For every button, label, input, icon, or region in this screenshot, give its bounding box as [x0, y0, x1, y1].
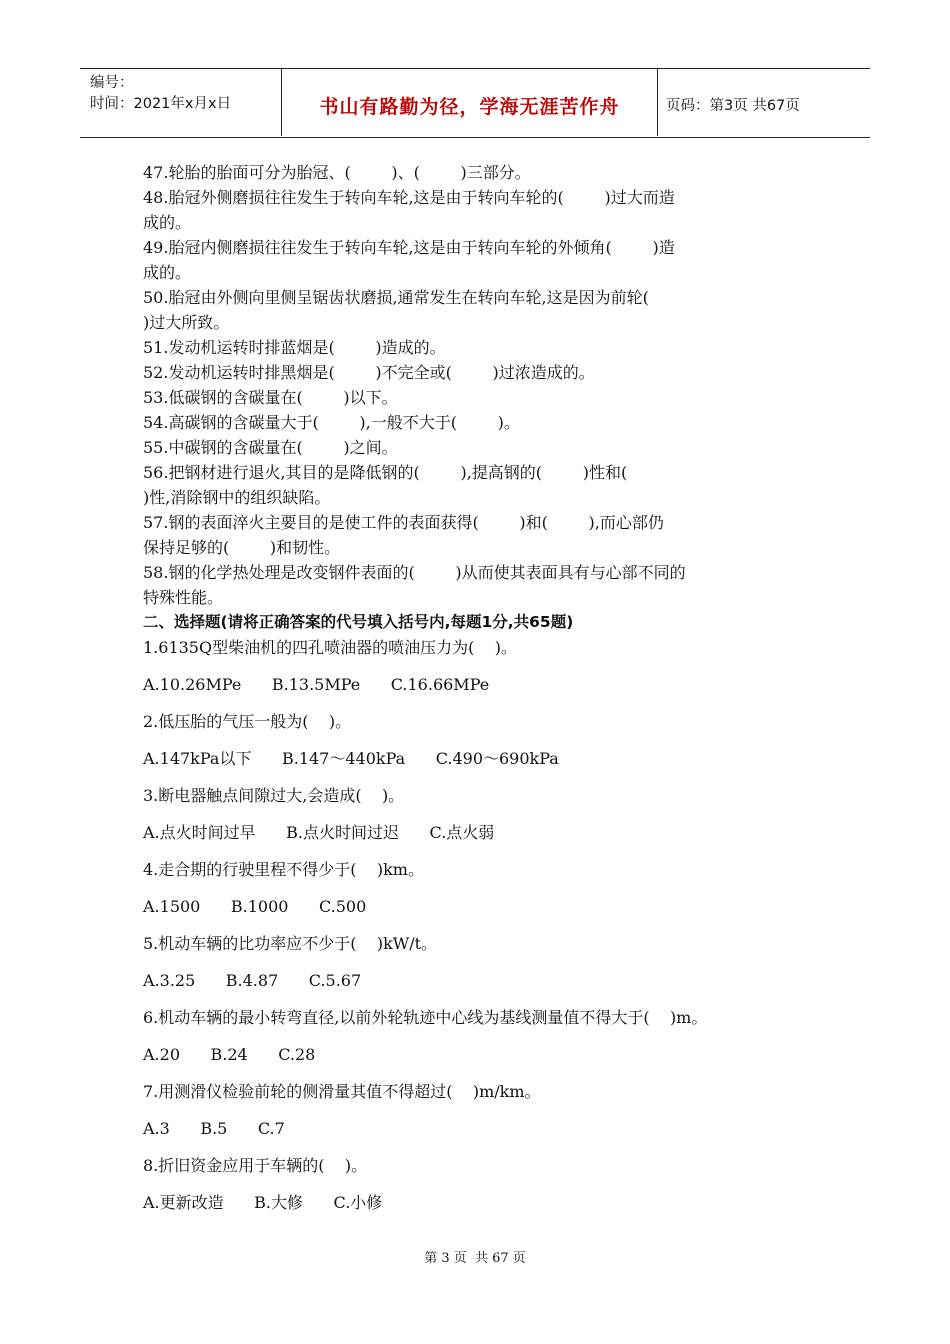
- fill-line: 51.发动机运转时排蓝烟是( )造成的。: [143, 338, 446, 357]
- page-header: [80, 68, 870, 138]
- fill-line: 成的。: [143, 213, 192, 232]
- question-text: 6.机动车辆的最小转弯直径,以前外轮轨迹中心线为基线测量值不得大于( )m。: [143, 1008, 708, 1027]
- section-title: 二、选择题(请将正确答案的代号填入括号内,每题1分,共65题): [143, 613, 574, 631]
- fill-line: 56.把钢材进行退火,其目的是降低钢的( ),提高钢的( )性和(: [143, 463, 628, 482]
- fill-line: )性,消除钢中的组织缺陷。: [143, 488, 331, 507]
- motto-box: [281, 68, 658, 136]
- question-options: A.点火时间过早 B.点火时间过迟 C.点火弱: [143, 823, 495, 842]
- fill-line: 特殊性能。: [143, 588, 224, 607]
- question-options: A.3 B.5 C.7: [143, 1119, 285, 1138]
- question-text: 4.走合期的行驶里程不得少于( )km。: [143, 860, 424, 879]
- question-text: 7.用测滑仪检验前轮的侧滑量其值不得超过( )m/km。: [143, 1082, 541, 1101]
- question-text: 2.低压胎的气压一般为( )。: [143, 712, 352, 731]
- question-text: 8.折旧资金应用于车辆的( )。: [143, 1156, 368, 1175]
- question-options: A.3.25 B.4.87 C.5.67: [143, 971, 362, 990]
- question-text: 5.机动车辆的比功率应不少于( )kW/t。: [143, 934, 438, 953]
- document-body: [143, 160, 815, 1227]
- question-options: A.1500 B.1000 C.500: [143, 897, 367, 916]
- question-options: A.10.26MPe B.13.5MPe C.16.66MPe: [143, 675, 490, 694]
- fill-line: 52.发动机运转时排黑烟是( )不完全或( )过浓造成的。: [143, 363, 595, 382]
- question-text: 1.6135Q型柴油机的四孔喷油器的喷油压力为( )。: [143, 638, 517, 657]
- fill-line: )过大所致。: [143, 313, 230, 332]
- fill-line: 48.胎冠外侧磨损往往发生于转向车轮,这是由于转向车轮的( )过大而造: [143, 188, 675, 207]
- fill-line: 保持足够的( )和韧性。: [143, 538, 341, 557]
- question-options: A.更新改造 B.大修 C.小修: [143, 1193, 383, 1212]
- fill-line: 57.钢的表面淬火主要目的是使工件的表面获得( )和( ),而心部仍: [143, 513, 664, 532]
- fill-line: 成的。: [143, 263, 192, 282]
- fill-line: 54.高碳钢的含碳量大于( ),一般不大于( )。: [143, 413, 520, 432]
- question-options: A.147kPa以下 B.147～440kPa C.490～690kPa: [143, 749, 559, 768]
- fill-line: 55.中碳钢的含碳量在( )之间。: [143, 438, 398, 457]
- number-label: 编号：: [90, 75, 134, 91]
- fill-line: 53.低碳钢的含碳量在( )以下。: [143, 388, 398, 407]
- time-label: 时间：2021年x月x日: [90, 96, 232, 112]
- fill-line: 49.胎冠内侧磨损往往发生于转向车轮,这是由于转向车轮的外倾角( )造: [143, 238, 675, 257]
- fill-line: 47.轮胎的胎面可分为胎冠、( )、( )三部分。: [143, 163, 531, 182]
- header-meta: [90, 73, 280, 115]
- page-info: 页码：第3页 共67页: [666, 98, 800, 114]
- question-options: A.20 B.24 C.28: [143, 1045, 316, 1064]
- fill-line: 50.胎冠由外侧向里侧呈锯齿状磨损,通常发生在转向车轮,这是因为前轮(: [143, 288, 649, 307]
- question-text: 3.断电器触点间隙过大,会造成( )。: [143, 786, 405, 805]
- fill-line: 58.钢的化学热处理是改变钢件表面的( )从而使其表面具有与心部不同的: [143, 563, 686, 582]
- page-footer: 第 3 页 共 67 页: [424, 1251, 526, 1266]
- motto-text: 书山有路勤为径，学海无涯苦作舟: [319, 96, 620, 118]
